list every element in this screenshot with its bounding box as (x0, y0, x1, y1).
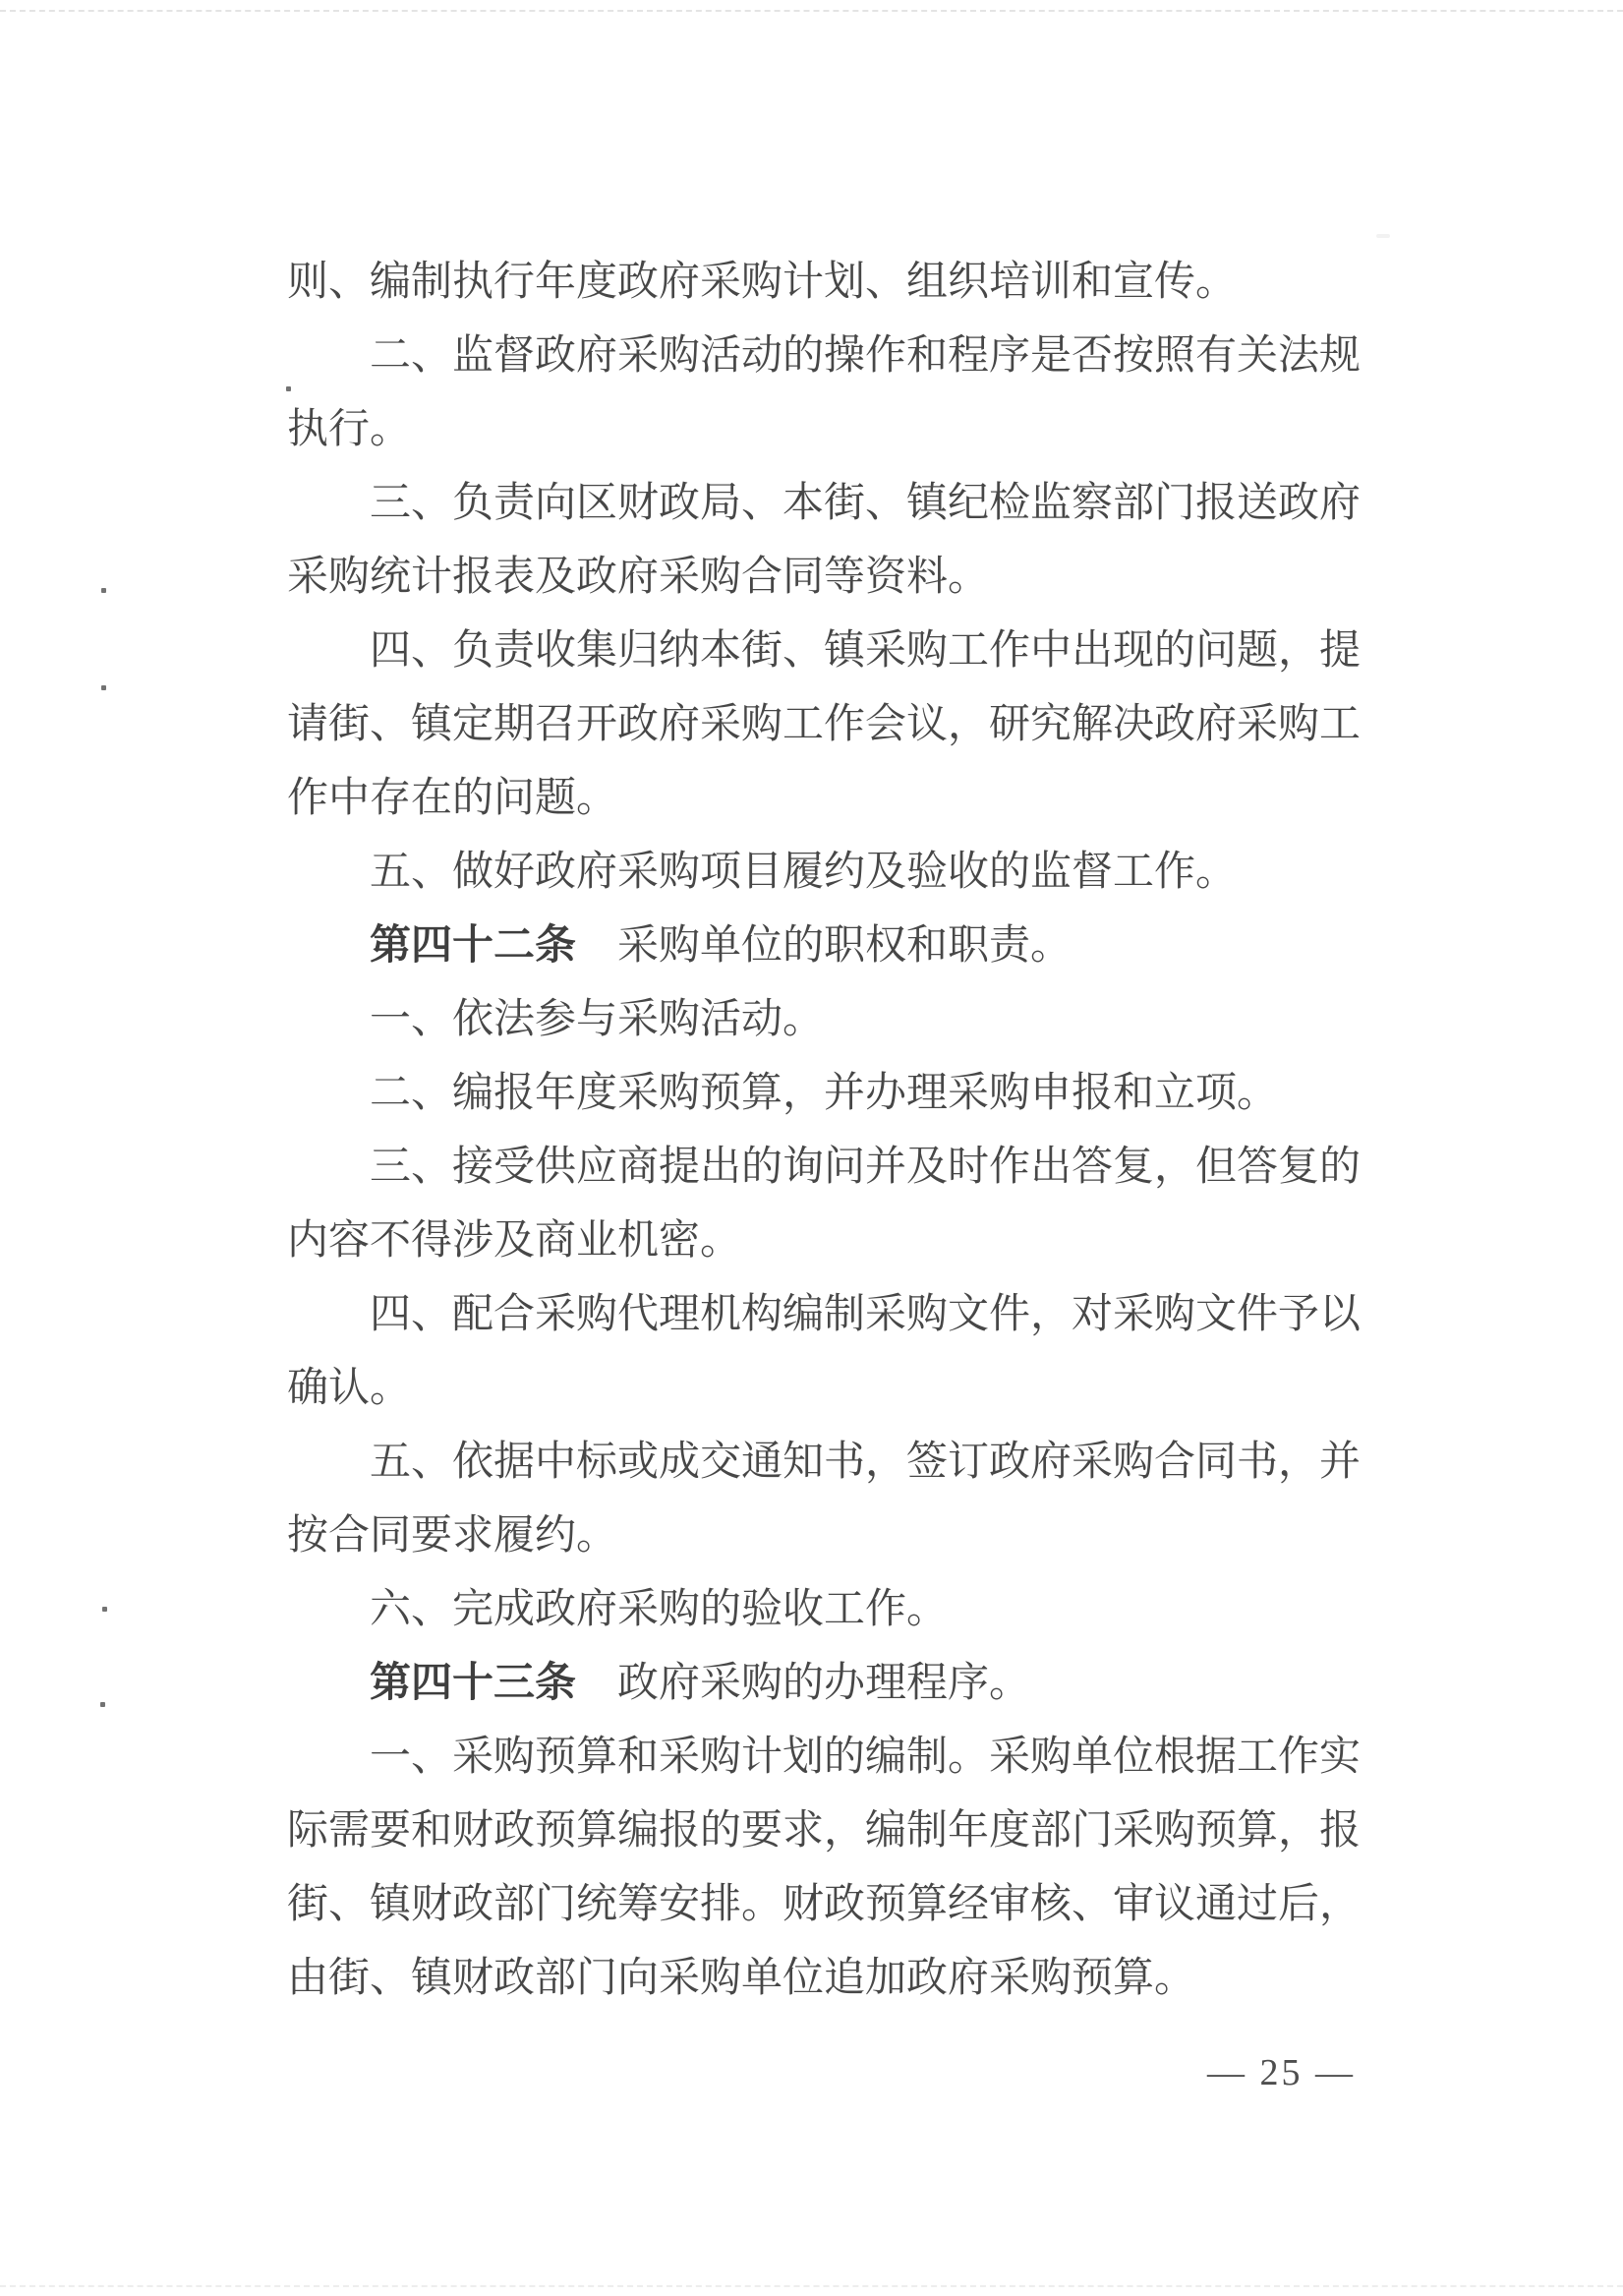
line-text: 按合同要求履约。 (287, 1513, 618, 1559)
article-number: 第四十三条 (370, 1661, 577, 1706)
document-body (287, 246, 1378, 2016)
line-text: 四、负责收集归纳本街、镇采购工作中出现的问题，提 (370, 628, 1362, 674)
scan-dot (101, 588, 106, 593)
document-line (287, 762, 1378, 836)
document-line (287, 320, 1378, 393)
document-line (287, 1205, 1378, 1278)
document-line (287, 467, 1378, 541)
scan-smudge (1376, 234, 1390, 238)
line-text: 采购单位的职权和职责。 (576, 923, 1072, 969)
scan-artifact-bottom-edge (0, 2285, 1623, 2287)
document-line (287, 1942, 1378, 2016)
document-line (287, 1500, 1378, 1573)
article-number: 第四十二条 (370, 923, 577, 969)
document-line (287, 1057, 1378, 1131)
document-line (287, 1426, 1378, 1500)
line-text: 采购统计报表及政府采购合同等资料。 (287, 555, 990, 600)
document-line (287, 1278, 1378, 1352)
document-line (287, 615, 1378, 688)
line-text: 际需要和财政预算编报的要求，编制年度部门采购预算，报 (287, 1808, 1362, 1854)
document-line (287, 1131, 1378, 1205)
document-line (287, 1721, 1378, 1795)
document-line (287, 1573, 1378, 1647)
line-text: 二、编报年度采购预算，并办理采购申报和立项。 (370, 1071, 1279, 1116)
document-line (287, 688, 1378, 762)
line-text: 三、接受供应商提出的询问并及时作出答复，但答复的 (370, 1145, 1362, 1190)
line-text: 执行。 (287, 407, 412, 452)
line-text: 五、依据中标或成交通知书，签订政府采购合同书，并 (370, 1440, 1362, 1485)
document-line (287, 1647, 1378, 1721)
scan-artifact-top-edge (0, 10, 1623, 12)
document-line (287, 983, 1378, 1057)
document-line (287, 1868, 1378, 1942)
line-text: 五、做好政府采购项目履约及验收的监督工作。 (370, 850, 1238, 895)
line-text: 三、负责向区财政局、本街、镇纪检监察部门报送政府 (370, 481, 1362, 526)
line-text: 六、完成政府采购的验收工作。 (370, 1587, 949, 1632)
scan-dot (100, 1702, 105, 1707)
line-text: 街、镇财政部门统筹安排。财政预算经审核、审议通过后， (287, 1882, 1362, 1927)
line-text: 确认。 (287, 1366, 412, 1411)
line-text: 一、依法参与采购活动。 (370, 997, 825, 1042)
line-text: 一、采购预算和采购计划的编制。采购单位根据工作实 (370, 1735, 1362, 1780)
document-line (287, 836, 1378, 910)
line-text: 作中存在的问题。 (287, 776, 618, 821)
line-text: 政府采购的办理程序。 (576, 1661, 1031, 1706)
page-number: — 25 — (1207, 2052, 1356, 2093)
document-line (287, 1795, 1378, 1868)
line-text: 请街、镇定期召开政府采购工作会议，研究解决政府采购工 (287, 702, 1362, 747)
line-text: 由街、镇财政部门向采购单位追加政府采购预算。 (287, 1956, 1196, 2001)
scan-dot (102, 1607, 107, 1612)
document-line (287, 393, 1378, 467)
scan-dot (101, 685, 106, 690)
line-text: 内容不得涉及商业机密。 (287, 1218, 742, 1264)
line-text: 则、编制执行年度政府采购计划、组织培训和宣传。 (287, 260, 1238, 305)
line-text: 二、监督政府采购活动的操作和程序是否按照有关法规 (370, 333, 1362, 379)
document-line (287, 541, 1378, 615)
document-line (287, 1352, 1378, 1426)
document-line (287, 246, 1378, 320)
line-text: 四、配合采购代理机构编制采购文件，对采购文件予以 (370, 1292, 1362, 1337)
document-line (287, 910, 1378, 983)
